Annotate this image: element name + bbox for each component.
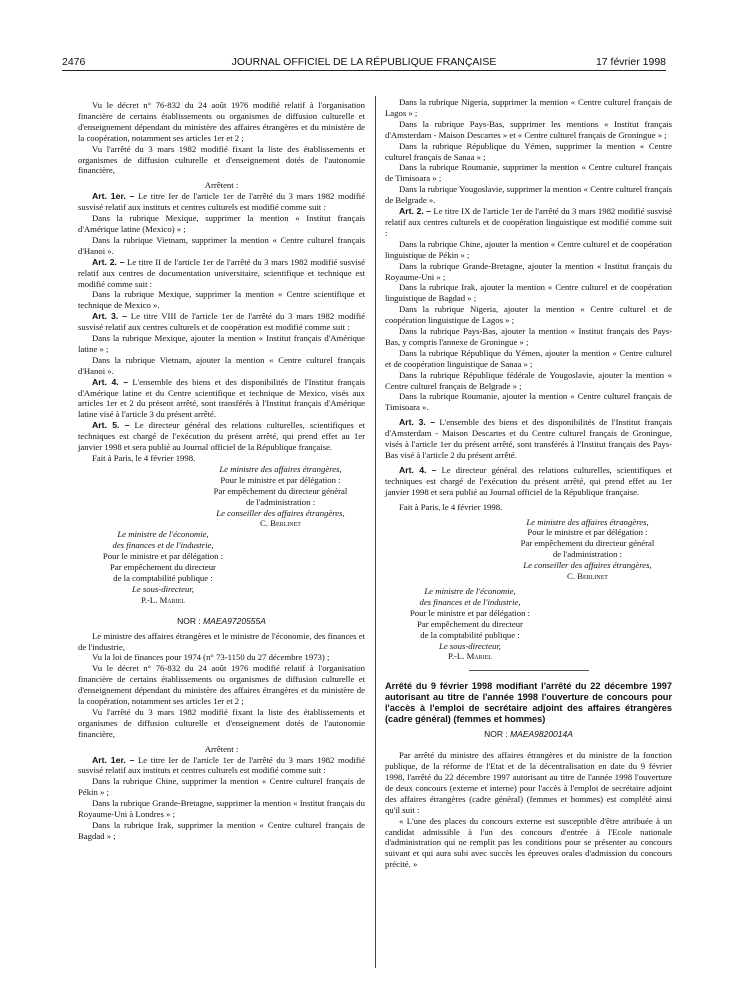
paragraph: Dans la rubrique Roumanie, supprimer la mention « Centre culturel français de Timisoara » ; (385, 162, 672, 184)
paragraph: Dans la rubrique Grande-Bretagne, ajouter la mention « Institut français du Royaume-Uni » ; (385, 260, 672, 282)
journal-title: JOURNAL OFFICIEL DE LA RÉPUBLIQUE FRANÇAISE (231, 56, 497, 68)
paragraph: Dans la rubrique Nigeria, ajouter la mention « Centre culturel et de coopération linguistique de Lagos » ; (385, 304, 672, 326)
article: Art. 3. – Le titre VIII de l'article 1er de l'arrêté du 3 mars 1982 modifié susvisé relatif aux centres culturels et de coopération est modifié comme suit : (78, 311, 365, 333)
header-rule (62, 70, 666, 71)
paragraph: Dans la rubrique République fédérale de Yougoslavie, ajouter la mention « Centre culturel français de Belgrade » ; (385, 369, 672, 391)
paragraph: Dans la rubrique Vietnam, ajouter la mention « Centre culturel français d'Hanoi ». (78, 354, 365, 376)
paragraph: Vu le décret n° 76-832 du 24 août 1976 modifié relatif à l'organisation financière de certains établissements ou organismes de diffusion culturelle et d'enseignement dépendant du ministère des affaires étrangères et du ministère de la coopération, notamment ses articles 1er et 2 ; (78, 663, 365, 707)
article: Art. 4. – L'ensemble des biens et des disponibilités de l'Institut français d'Amérique latine et du Centre scientifique et technique de Mexico, visés aux articles 1er et 2 du présent arrêté, sont transférés à l'Institut français d'Amérique latine visé à l'article 3 du présent arrêté. (78, 376, 365, 420)
fait-line: Fait à Paris, le 4 février 1998. (92, 453, 196, 463)
paragraph: Dans la rubrique Mexique, supprimer la mention « Centre scientifique et technique de Mexico ». (78, 289, 365, 311)
paragraph: Dans la rubrique Irak, supprimer la mention « Centre culturel français de Bagdad » ; (78, 820, 365, 841)
paragraph: Dans la rubrique Yougoslavie, supprimer la mention « Centre culturel français de Belgrade ». (385, 184, 672, 206)
article: Art. 1er. – Le titre Ier de l'article 1er de l'arrêté du 3 mars 1982 modifié susvisé relatif aux instituts et centres culturels est modifié comme suit : (78, 191, 365, 213)
paragraph: Vu l'arrêté du 3 mars 1982 modifié fixant la liste des établissements et organismes de diffusion culturelle et d'enseignement dotés de l'autonomie financière, (78, 706, 365, 739)
paragraph: Dans la rubrique République du Yémen, ajouter la mention « Centre culturel et de coopération linguistique de Sanaa » ; (385, 347, 672, 369)
nor-reference: NOR : MAEA9820014A (484, 729, 573, 740)
article: Art. 4. – Le directeur général des relations culturelles, scientifiques et techniques est chargé de l'exécution du présent arrêté, qui prend effet au 1er janvier 1998 et sera publié au Journal officiel de la République française. (385, 464, 672, 497)
paragraph: Dans la rubrique Grande-Bretagne, supprimer la mention « Institut français du Royaume-Uni à Londres » ; (78, 798, 365, 820)
paragraph: Vu le décret n° 76-832 du 24 août 1976 modifié relatif à l'organisation financière de certains établissements ou organismes de diffusion culturelle et d'enseignement dépendant du ministère des affaires étrangères et du ministère de la coopération, notamment ses articles 1er et 2 ; (78, 100, 365, 143)
paragraph: Dans la rubrique Mexique, ajouter la mention « Institut français d'Amérique latine » ; (78, 333, 365, 354)
nor-reference: NOR : MAEA9720555A (177, 615, 266, 626)
right-column (385, 97, 672, 870)
page-header (62, 56, 666, 70)
paragraph: « L'une des places du concours externe est susceptible d'être attribuée à un candidat admissible à l'un des concours d'entrée à l'Ecole nationale d'administration qui ne remplit pas les conditions pour se présenter au concours suivant et qui aura subi avec succès les épreuves orales d'admission du concours précité. » (385, 815, 672, 870)
paragraph: Dans la rubrique République du Yémen, supprimer la mention « Centre culturel français de Sanaa » ; (385, 140, 672, 162)
paragraph: Dans la rubrique Roumanie, ajouter la mention « Centre culturel français de Timisoara ». (385, 391, 672, 413)
paragraph: Dans la rubrique Chine, supprimer la mention « Centre culturel français de Pékin » ; (78, 776, 365, 798)
paragraph: Dans la rubrique Pays-Bas, ajouter la mention « Institut français des Pays-Bas, y compris l'annexe de Groningue » ; (385, 326, 672, 347)
paragraph: Vu l'arrêté du 3 mars 1982 modifié fixant la liste des établissements et organismes de diffusion culturelle et d'enseignement dotés de l'autonomie financière, (78, 143, 365, 176)
paragraph: Dans la rubrique Vietnam, supprimer la mention « Centre culturel français d'Hanoi ». (78, 234, 365, 256)
paragraph: Dans la rubrique Chine, ajouter la mention « Centre culturel et de coopération linguistique de Pékin » ; (385, 238, 672, 260)
signature-block: Le ministre des affaires étrangères, Pour le ministre et par délégation : Par empêchement du directeur général de l'administration : Le conseiller des affaires étrangères, C. Berlinet (213, 463, 348, 529)
signature-block: Le ministre des affaires étrangères, Pour le ministre et par délégation : Par empêchement du directeur général de l'administration : Le conseiller des affaires étrangères, C. Berlinet (520, 516, 655, 582)
article: Art. 5. – Le directeur général des relations culturelles, scientifiques et techniques est chargé de l'exécution du présent arrêté, qui prend effet au 1er janvier 1998 et sera publié au Journal officiel de la République française. (78, 420, 365, 453)
paragraph: Dans la rubrique Nigeria, supprimer la mention « Centre culturel français de Lagos » ; (385, 97, 672, 118)
decree-title: Arrêté du 9 février 1998 modifiant l'arrêté du 22 décembre 1997 autorisant au titre de l'année 1998 l'ouverture de concours pour l'accès à l'emploi de secrétaire adjoint des affaires étrangères (cadre général) (femmes et hommes) (385, 681, 672, 725)
paragraph: Le ministre des affaires étrangères et le ministre de l'économie, des finances et de l'industrie, (78, 630, 365, 652)
paragraph: Dans la rubrique Pays-Bas, supprimer les mentions « Institut français d'Amsterdam - Maison Descartes » et « Centre culturel français de Groningue » ; (385, 118, 672, 140)
page-number: 2476 (62, 56, 86, 68)
article: Art. 2. – Le titre IX de l'article 1er de l'arrêté du 3 mars 1982 modifié susvisé relatif aux centres culturels et de coopération linguistique est modifié comme suit : (385, 206, 672, 238)
issue-date: 17 février 1998 (595, 56, 666, 68)
column-divider (375, 96, 376, 968)
arretent-heading: Arrêtent : (204, 180, 239, 191)
fait-line: Fait à Paris, le 4 février 1998. (399, 501, 503, 512)
paragraph: Vu la loi de finances pour 1974 (n° 73-1150 du 27 décembre 1973) ; (92, 652, 330, 663)
paragraph: Dans la rubrique Mexique, supprimer la mention « Institut français d'Amérique latine (Mexico) » ; (78, 213, 365, 234)
article: Art. 1er. – Le titre Ier de l'article 1er de l'arrêté du 3 mars 1982 modifié susvisé relatif aux instituts et centres culturels est modifié comme suit : (78, 754, 365, 776)
paragraph: Dans la rubrique Irak, ajouter la mention « Centre culturel et de coopération linguistique de Bagdad » ; (385, 282, 672, 304)
article: Art. 2. – Le titre II de l'article 1er de l'arrêté du 3 mars 1982 modifié susvisé relatif aux centres de documentation universitaire, scientifique et technique est modifié comme suit : (78, 256, 365, 289)
left-column (78, 100, 365, 842)
signature-block: Le ministre de l'économie, des finances et de l'industrie, Pour le ministre et par délégation : Par empêchement du directeur de la comptabilité publique : Le sous-directeur, P.-L. Mariel (102, 529, 224, 605)
article: Art. 3. – L'ensemble des biens et des disponibilités de l'Institut français d'Amsterdam - Maison Descartes et du Centre culturel français de Groningue, visés à l'article 1er du présent arrêté, sont transférés à l'Institut français des Pays-Bas visé à l'article 2 du présent arrêté. (385, 417, 672, 460)
section-separator (469, 670, 589, 671)
arretent-heading: Arrêtent : (204, 743, 239, 754)
signature-block: Le ministre de l'économie, des finances et de l'industrie, Pour le ministre et par délégation : Par empêchement du directeur de la comptabilité publique : Le sous-directeur, P.-L. Mariel (409, 585, 531, 662)
paragraph: Par arrêté du ministre des affaires étrangères et du ministre de la fonction publique, de la réforme de l'Etat et de la décentralisation en date du 9 février 1998, l'arrêté du 22 décembre 1997 autorisant au titre de l'année 1998 l'ouverture de deux concours (externe et interne) pour l'accès à l'emploi de secrétaire adjoint des affaires étrangères (cadre général) (femmes et hommes) est complété ainsi qu'il suit : (385, 750, 672, 815)
